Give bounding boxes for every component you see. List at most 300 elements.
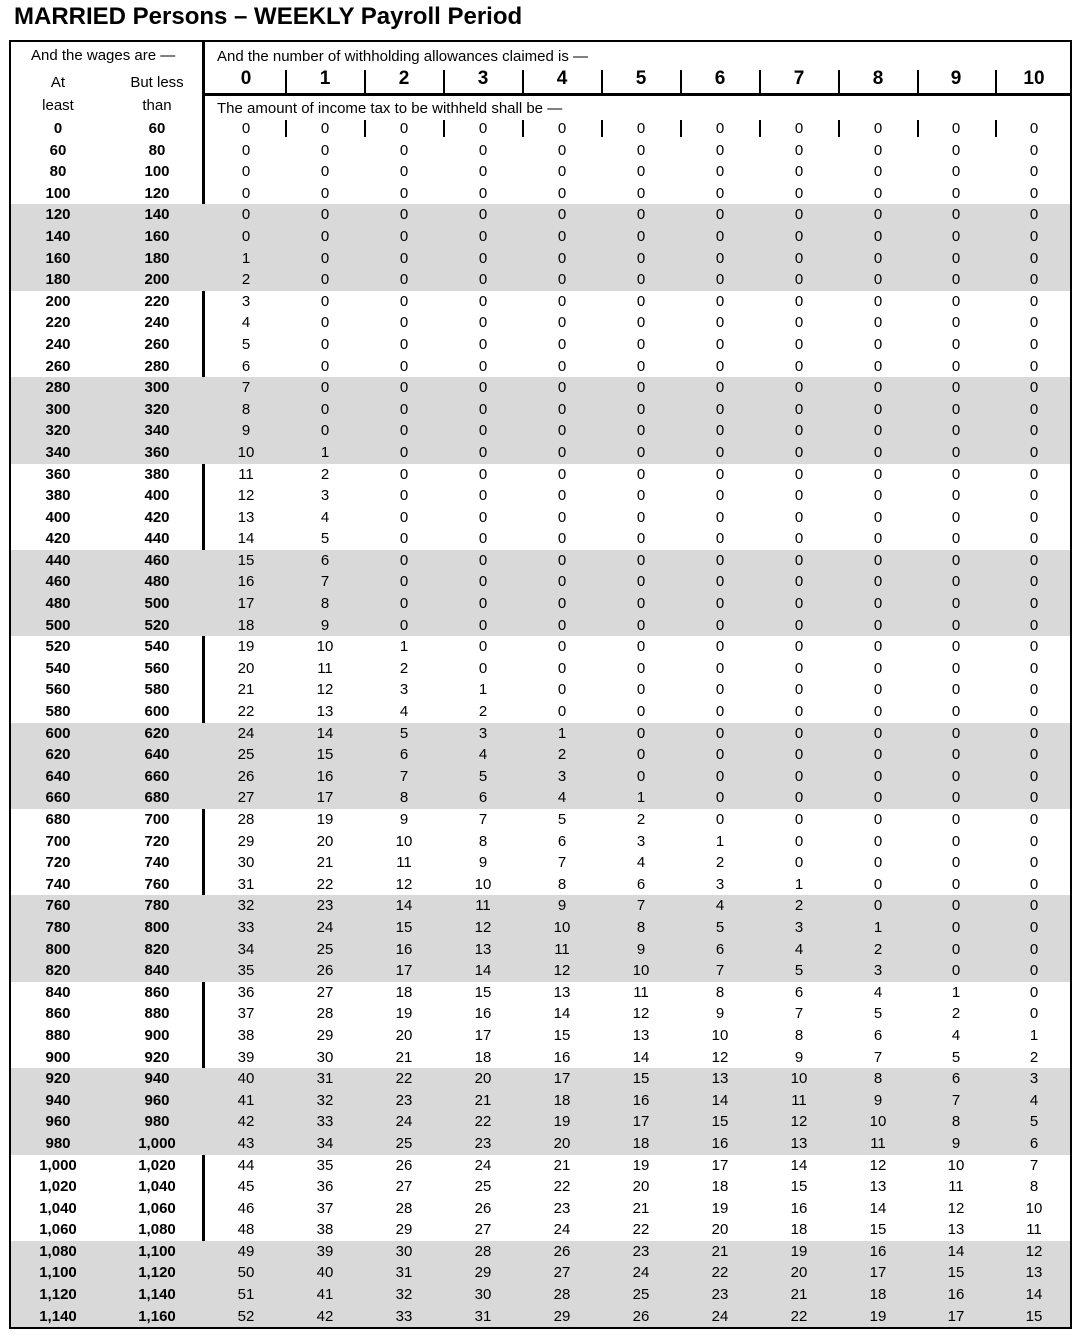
tax-amount-allowances-8: 13 <box>869 1178 887 1196</box>
tax-amount-allowances-5: 0 <box>636 400 646 418</box>
tax-amount-allowances-7: 0 <box>794 508 804 526</box>
tax-amount-allowances-9: 0 <box>951 249 961 267</box>
wage-at-least: 840 <box>45 983 71 1001</box>
header-tick <box>995 70 997 93</box>
wage-at-least: 240 <box>45 335 71 353</box>
tax-amount-allowances-3: 0 <box>478 422 488 440</box>
table-row <box>11 1025 1070 1047</box>
tax-amount-allowances-1: 4 <box>320 508 330 526</box>
tax-amount-allowances-7: 0 <box>794 487 804 505</box>
tax-amount-allowances-6: 0 <box>715 335 725 353</box>
table-row <box>11 528 1070 550</box>
tax-amount-allowances-6: 2 <box>715 854 725 872</box>
tax-amount-allowances-5: 8 <box>636 918 646 936</box>
tax-amount-allowances-10: 0 <box>1029 854 1039 872</box>
tax-amount-allowances-2: 31 <box>395 1264 413 1282</box>
tax-amount-allowances-1: 11 <box>317 659 333 677</box>
tax-amount-allowances-9: 0 <box>951 271 961 289</box>
tax-amount-allowances-10: 0 <box>1029 184 1039 202</box>
tax-amount-allowances-4: 16 <box>553 1048 571 1066</box>
tax-amount-allowances-1: 27 <box>316 983 334 1001</box>
tax-amount-allowances-5: 0 <box>636 422 646 440</box>
table-row <box>11 1090 1070 1112</box>
tax-amount-allowances-9: 10 <box>947 1156 965 1174</box>
tax-amount-allowances-8: 0 <box>873 357 883 375</box>
tax-amount-allowances-6: 0 <box>715 206 725 224</box>
tax-amount-allowances-2: 22 <box>395 1070 413 1088</box>
tax-amount-allowances-5: 26 <box>632 1307 650 1325</box>
tax-amount-allowances-10: 0 <box>1029 940 1039 958</box>
tax-amount-allowances-8: 11 <box>870 1134 886 1152</box>
tax-amount-allowances-6: 19 <box>711 1199 729 1217</box>
wage-but-less-than: 540 <box>144 638 170 656</box>
tax-amount-allowances-5: 0 <box>636 443 646 461</box>
wage-at-least: 1,060 <box>39 1221 77 1239</box>
tax-amount-allowances-6: 0 <box>715 703 725 721</box>
tax-amount-allowances-5: 12 <box>632 1005 650 1023</box>
tax-amount-allowances-6: 0 <box>715 508 725 526</box>
table-row <box>11 334 1070 356</box>
tax-amount-allowances-5: 0 <box>636 573 646 591</box>
allowance-column-9: 9 <box>950 68 962 89</box>
wage-but-less-than: 60 <box>148 120 166 137</box>
tax-amount-allowances-5: 22 <box>632 1221 650 1239</box>
wage-but-less-than: 900 <box>144 1026 170 1044</box>
tax-amount-allowances-7: 0 <box>794 379 804 397</box>
allowance-column-8: 8 <box>872 68 884 89</box>
tax-amount-allowances-7: 0 <box>794 227 804 245</box>
tax-amount-allowances-10: 0 <box>1029 659 1039 677</box>
tax-amount-allowances-7: 6 <box>794 983 804 1001</box>
tax-amount-allowances-1: 37 <box>316 1199 334 1217</box>
tax-amount-allowances-6: 0 <box>715 422 725 440</box>
tax-amount-allowances-5: 24 <box>632 1264 650 1282</box>
tax-amount-allowances-10: 14 <box>1025 1286 1043 1304</box>
tax-amount-allowances-3: 0 <box>478 292 488 310</box>
tax-amount-allowances-7: 8 <box>794 1026 804 1044</box>
tax-amount-allowances-3: 0 <box>478 163 488 181</box>
allowance-column-2: 2 <box>398 68 410 89</box>
wage-at-least: 1,140 <box>39 1307 77 1325</box>
tax-amount-allowances-4: 10 <box>553 918 571 936</box>
tax-amount-allowances-9: 0 <box>951 746 961 764</box>
tax-amount-allowances-0: 18 <box>237 616 255 634</box>
tax-amount-allowances-4: 0 <box>557 465 567 483</box>
tax-amount-allowances-6: 9 <box>715 1005 725 1023</box>
tax-amount-allowances-10: 0 <box>1029 573 1039 591</box>
tax-amount-allowances-4: 0 <box>557 616 567 634</box>
tax-amount-allowances-9: 0 <box>951 962 961 980</box>
tax-amount-allowances-8: 15 <box>869 1221 887 1239</box>
tax-amount-allowances-9: 0 <box>951 940 961 958</box>
tax-amount-allowances-4: 8 <box>557 875 567 893</box>
wages-caption: And the wages are — <box>31 47 176 64</box>
tax-amount-allowances-1: 1 <box>320 443 330 461</box>
tax-amount-allowances-5: 0 <box>636 249 646 267</box>
tax-amount-allowances-2: 0 <box>399 184 409 202</box>
tax-amount-allowances-0: 29 <box>237 832 255 850</box>
tax-amount-allowances-10: 0 <box>1029 271 1039 289</box>
tax-amount-allowances-10: 10 <box>1025 1199 1043 1217</box>
tax-amount-allowances-7: 0 <box>794 422 804 440</box>
tax-amount-allowances-9: 0 <box>951 400 961 418</box>
wage-but-less-than: 720 <box>144 832 170 850</box>
tax-amount-allowances-10: 0 <box>1029 746 1039 764</box>
wage-at-least: 180 <box>45 271 71 289</box>
tax-amount-allowances-0: 21 <box>237 681 255 699</box>
tax-amount-allowances-10: 3 <box>1029 1070 1039 1088</box>
tax-amount-allowances-4: 2 <box>557 746 567 764</box>
tax-amount-allowances-5: 0 <box>636 357 646 375</box>
tax-amount-allowances-4: 13 <box>553 983 571 1001</box>
tax-amount-allowances-2: 0 <box>399 163 409 181</box>
tax-amount-allowances-9: 13 <box>947 1221 965 1239</box>
wage-but-less-than: 580 <box>144 681 170 699</box>
tax-amount-allowances-1: 38 <box>316 1221 334 1239</box>
tax-amount-allowances-4: 21 <box>553 1156 571 1174</box>
allowances-caption: And the number of withholding allowances claimed is — <box>217 48 589 65</box>
tax-amount-allowances-9: 0 <box>951 616 961 634</box>
wage-but-less-than: 920 <box>144 1048 170 1066</box>
table-row <box>11 1306 1070 1328</box>
tax-amount-allowances-8: 0 <box>873 595 883 613</box>
tax-amount-allowances-2: 0 <box>399 335 409 353</box>
tax-amount-allowances-9: 15 <box>947 1264 965 1282</box>
tax-amount-allowances-3: 0 <box>478 249 488 267</box>
table-row <box>11 960 1070 982</box>
tax-amount-allowances-0: 27 <box>237 789 255 807</box>
table-row <box>11 701 1070 723</box>
tax-amount-allowances-4: 17 <box>553 1070 571 1088</box>
tax-amount-allowances-9: 0 <box>951 120 961 137</box>
tax-amount-allowances-1: 10 <box>316 638 334 656</box>
table-row <box>11 291 1070 313</box>
tax-amount-allowances-1: 14 <box>316 724 334 742</box>
allowance-column-4: 4 <box>556 68 568 89</box>
wage-but-less-than: 1,060 <box>138 1199 176 1217</box>
tax-amount-allowances-6: 1 <box>715 832 725 850</box>
tax-amount-allowances-4: 0 <box>557 379 567 397</box>
tax-amount-allowances-4: 0 <box>557 443 567 461</box>
tax-amount-allowances-6: 17 <box>711 1156 729 1174</box>
wage-at-least: 520 <box>45 638 71 656</box>
tax-amount-allowances-8: 0 <box>873 314 883 332</box>
wage-but-less-than: 180 <box>144 249 170 267</box>
table-row <box>11 464 1070 486</box>
tax-amount-allowances-2: 0 <box>399 292 409 310</box>
tax-amount-allowances-9: 0 <box>951 314 961 332</box>
table-row <box>11 248 1070 270</box>
table-row <box>11 1068 1070 1090</box>
tax-amount-allowances-2: 4 <box>399 703 409 721</box>
tax-amount-allowances-10: 0 <box>1029 530 1039 548</box>
tax-amount-allowances-3: 0 <box>478 227 488 245</box>
wage-but-less-than: 120 <box>144 184 170 202</box>
wage-at-least: 400 <box>45 508 71 526</box>
tax-amount-allowances-4: 0 <box>557 184 567 202</box>
tax-amount-allowances-1: 23 <box>316 897 334 915</box>
tax-amount-allowances-9: 4 <box>951 1026 961 1044</box>
tax-amount-allowances-3: 2 <box>478 703 488 721</box>
tax-amount-allowances-0: 0 <box>241 120 251 137</box>
tax-amount-allowances-4: 23 <box>553 1199 571 1217</box>
tax-amount-allowances-5: 13 <box>632 1026 650 1044</box>
tax-amount-allowances-9: 0 <box>951 292 961 310</box>
tax-amount-allowances-0: 0 <box>241 227 251 245</box>
tax-amount-allowances-6: 0 <box>715 681 725 699</box>
table-row <box>11 1111 1070 1133</box>
tax-amount-allowances-10: 0 <box>1029 983 1039 1001</box>
tax-amount-allowances-1: 16 <box>316 767 334 785</box>
tax-amount-allowances-4: 0 <box>557 422 567 440</box>
tax-amount-allowances-4: 29 <box>553 1307 571 1325</box>
tax-amount-allowances-6: 23 <box>711 1286 729 1304</box>
tax-amount-allowances-7: 0 <box>794 854 804 872</box>
tax-amount-allowances-3: 0 <box>478 573 488 591</box>
tax-amount-allowances-5: 6 <box>636 875 646 893</box>
amount-caption: The amount of income tax to be withheld shall be — <box>217 100 563 117</box>
tax-amount-allowances-0: 13 <box>237 508 255 526</box>
tax-amount-allowances-5: 0 <box>636 379 646 397</box>
tax-amount-allowances-9: 0 <box>951 918 961 936</box>
tax-amount-allowances-2: 25 <box>395 1134 413 1152</box>
at-least-header-line1: At <box>50 74 66 91</box>
tax-amount-allowances-5: 0 <box>636 271 646 289</box>
wage-at-least: 580 <box>45 703 71 721</box>
tax-amount-allowances-9: 0 <box>951 703 961 721</box>
tax-amount-allowances-3: 0 <box>478 508 488 526</box>
tax-amount-allowances-4: 0 <box>557 573 567 591</box>
wage-at-least: 260 <box>45 357 71 375</box>
tax-amount-allowances-9: 0 <box>951 832 961 850</box>
table-row <box>11 442 1070 464</box>
tax-amount-allowances-9: 0 <box>951 227 961 245</box>
table-row <box>11 1198 1070 1220</box>
wage-but-less-than: 940 <box>144 1070 170 1088</box>
tax-amount-allowances-9: 0 <box>951 595 961 613</box>
wage-but-less-than: 1,140 <box>138 1286 176 1304</box>
table-row <box>11 507 1070 529</box>
tax-amount-allowances-6: 24 <box>711 1307 729 1325</box>
tax-amount-allowances-10: 6 <box>1029 1134 1039 1152</box>
tax-amount-allowances-1: 39 <box>316 1242 334 1260</box>
tax-amount-allowances-7: 0 <box>794 530 804 548</box>
tax-amount-allowances-8: 9 <box>873 1091 883 1109</box>
table-row <box>11 118 1070 140</box>
tax-amount-allowances-9: 9 <box>951 1134 961 1152</box>
tax-amount-allowances-8: 0 <box>873 508 883 526</box>
tax-amount-allowances-8: 16 <box>869 1242 887 1260</box>
tax-amount-allowances-5: 19 <box>632 1156 650 1174</box>
tax-amount-allowances-6: 0 <box>715 616 725 634</box>
tax-amount-allowances-7: 0 <box>794 724 804 742</box>
tax-amount-allowances-8: 0 <box>873 487 883 505</box>
tax-amount-allowances-2: 0 <box>399 443 409 461</box>
tax-amount-allowances-3: 12 <box>474 918 492 936</box>
tax-amount-allowances-10: 0 <box>1029 422 1039 440</box>
header-tick <box>917 70 919 93</box>
tax-amount-allowances-5: 15 <box>632 1070 650 1088</box>
wage-but-less-than: 960 <box>144 1091 170 1109</box>
tax-amount-allowances-1: 30 <box>316 1048 334 1066</box>
tax-amount-allowances-1: 0 <box>320 227 330 245</box>
tax-amount-allowances-8: 0 <box>873 789 883 807</box>
tax-amount-allowances-7: 1 <box>794 875 804 893</box>
tax-amount-allowances-7: 3 <box>794 918 804 936</box>
tax-amount-allowances-8: 0 <box>873 616 883 634</box>
tax-amount-allowances-0: 39 <box>237 1048 255 1066</box>
tax-amount-allowances-10: 0 <box>1029 811 1039 828</box>
tax-amount-allowances-3: 1 <box>478 681 488 699</box>
tax-amount-allowances-0: 12 <box>237 487 255 505</box>
tax-amount-allowances-10: 0 <box>1029 962 1039 980</box>
tax-amount-allowances-0: 52 <box>237 1307 255 1325</box>
tax-amount-allowances-10: 5 <box>1029 1113 1039 1131</box>
wage-but-less-than: 1,160 <box>138 1307 176 1325</box>
tax-amount-allowances-2: 0 <box>399 616 409 634</box>
tax-amount-allowances-10: 0 <box>1029 400 1039 418</box>
tax-amount-allowances-7: 0 <box>794 163 804 181</box>
tax-amount-allowances-8: 3 <box>873 962 883 980</box>
tax-amount-allowances-5: 0 <box>636 724 646 742</box>
table-row <box>11 1241 1070 1263</box>
tax-amount-allowances-8: 19 <box>869 1307 887 1325</box>
tax-amount-allowances-2: 29 <box>395 1221 413 1239</box>
wage-but-less-than: 100 <box>144 163 170 181</box>
wage-but-less-than: 500 <box>144 595 170 613</box>
wage-at-least: 920 <box>45 1070 71 1088</box>
tax-amount-allowances-5: 0 <box>636 616 646 634</box>
tax-amount-allowances-9: 0 <box>951 573 961 591</box>
tax-amount-allowances-3: 0 <box>478 335 488 353</box>
allowance-column-10: 10 <box>1023 68 1045 89</box>
wage-at-least: 480 <box>45 595 71 613</box>
tax-amount-allowances-1: 29 <box>316 1026 334 1044</box>
tax-amount-allowances-7: 0 <box>794 681 804 699</box>
tax-amount-allowances-10: 0 <box>1029 595 1039 613</box>
wage-but-less-than: 560 <box>144 659 170 677</box>
tax-amount-allowances-6: 0 <box>715 767 725 785</box>
tax-amount-allowances-4: 9 <box>557 897 567 915</box>
tax-amount-allowances-1: 28 <box>316 1005 334 1023</box>
tax-amount-allowances-5: 14 <box>632 1048 650 1066</box>
tax-amount-allowances-10: 0 <box>1029 724 1039 742</box>
wage-at-least: 460 <box>45 573 71 591</box>
tax-amount-allowances-0: 33 <box>237 918 255 936</box>
tax-amount-allowances-3: 3 <box>478 724 488 742</box>
wage-but-less-than: 780 <box>144 897 170 915</box>
table-row <box>11 852 1070 874</box>
tax-amount-allowances-6: 0 <box>715 811 725 828</box>
tax-amount-allowances-7: 0 <box>794 659 804 677</box>
tax-amount-allowances-8: 0 <box>873 530 883 548</box>
tax-amount-allowances-5: 11 <box>633 983 649 1001</box>
tax-amount-allowances-2: 23 <box>395 1091 413 1109</box>
tax-amount-allowances-2: 0 <box>399 120 409 137</box>
wage-but-less-than: 640 <box>144 746 170 764</box>
tax-amount-allowances-0: 22 <box>237 703 255 721</box>
tax-amount-allowances-6: 0 <box>715 227 725 245</box>
wage-but-less-than: 220 <box>144 292 170 310</box>
tax-amount-allowances-7: 7 <box>794 1005 804 1023</box>
tax-amount-allowances-6: 14 <box>711 1091 729 1109</box>
tax-amount-allowances-4: 28 <box>553 1286 571 1304</box>
tax-amount-allowances-2: 28 <box>395 1199 413 1217</box>
tax-amount-allowances-4: 0 <box>557 638 567 656</box>
tax-amount-allowances-6: 0 <box>715 292 725 310</box>
tax-amount-allowances-2: 14 <box>395 897 413 915</box>
tax-amount-allowances-3: 23 <box>474 1134 492 1152</box>
wage-but-less-than: 800 <box>144 918 170 936</box>
tax-amount-allowances-1: 0 <box>320 271 330 289</box>
wage-at-least: 100 <box>45 184 71 202</box>
tax-amount-allowances-3: 21 <box>474 1091 492 1109</box>
tax-amount-allowances-1: 2 <box>320 465 330 483</box>
tax-amount-allowances-2: 26 <box>395 1156 413 1174</box>
tax-amount-allowances-10: 0 <box>1029 120 1039 137</box>
tax-amount-allowances-4: 5 <box>557 811 567 828</box>
table-row <box>11 377 1070 399</box>
tax-amount-allowances-4: 27 <box>553 1264 571 1282</box>
wage-at-least: 300 <box>45 400 71 418</box>
tax-amount-allowances-1: 0 <box>320 357 330 375</box>
tax-amount-allowances-6: 7 <box>715 962 725 980</box>
tax-amount-allowances-5: 2 <box>636 811 646 828</box>
tax-amount-allowances-0: 32 <box>237 897 255 915</box>
tax-amount-allowances-4: 18 <box>553 1091 571 1109</box>
tax-amount-allowances-1: 9 <box>320 616 330 634</box>
tax-amount-allowances-3: 0 <box>478 465 488 483</box>
tax-amount-allowances-6: 0 <box>715 443 725 461</box>
tax-amount-allowances-5: 0 <box>636 638 646 656</box>
tax-amount-allowances-0: 34 <box>237 940 255 958</box>
tax-amount-allowances-2: 17 <box>395 962 413 980</box>
tax-amount-allowances-5: 9 <box>636 940 646 958</box>
tax-amount-allowances-7: 19 <box>790 1242 808 1260</box>
tax-amount-allowances-3: 0 <box>478 379 488 397</box>
header-tick <box>601 70 603 93</box>
tax-amount-allowances-8: 0 <box>873 551 883 569</box>
tax-amount-allowances-6: 0 <box>715 249 725 267</box>
tax-amount-allowances-8: 0 <box>873 659 883 677</box>
tax-amount-allowances-9: 8 <box>951 1113 961 1131</box>
tax-amount-allowances-1: 0 <box>320 249 330 267</box>
tax-amount-allowances-6: 0 <box>715 314 725 332</box>
table-row <box>11 1047 1070 1069</box>
tax-amount-allowances-6: 8 <box>715 983 725 1001</box>
tax-amount-allowances-9: 0 <box>951 897 961 915</box>
wage-at-least: 600 <box>45 724 71 742</box>
tax-amount-allowances-1: 17 <box>316 789 334 807</box>
tax-amount-allowances-2: 24 <box>395 1113 413 1131</box>
wage-at-least: 860 <box>45 1005 71 1023</box>
tax-amount-allowances-10: 0 <box>1029 487 1039 505</box>
tax-amount-allowances-2: 3 <box>399 681 409 699</box>
tax-amount-allowances-2: 5 <box>399 724 409 742</box>
tax-amount-allowances-9: 0 <box>951 789 961 807</box>
wage-at-least: 720 <box>45 854 71 872</box>
tax-amount-allowances-0: 31 <box>237 875 255 893</box>
tax-amount-allowances-3: 0 <box>478 551 488 569</box>
tax-amount-allowances-4: 22 <box>553 1178 571 1196</box>
tax-amount-allowances-6: 12 <box>711 1048 729 1066</box>
tax-amount-allowances-7: 12 <box>790 1113 808 1131</box>
wage-at-least: 200 <box>45 292 71 310</box>
tax-amount-allowances-10: 13 <box>1025 1264 1043 1282</box>
tax-amount-allowances-5: 0 <box>636 551 646 569</box>
tax-amount-allowances-6: 0 <box>715 724 725 742</box>
wage-but-less-than: 880 <box>144 1005 170 1023</box>
